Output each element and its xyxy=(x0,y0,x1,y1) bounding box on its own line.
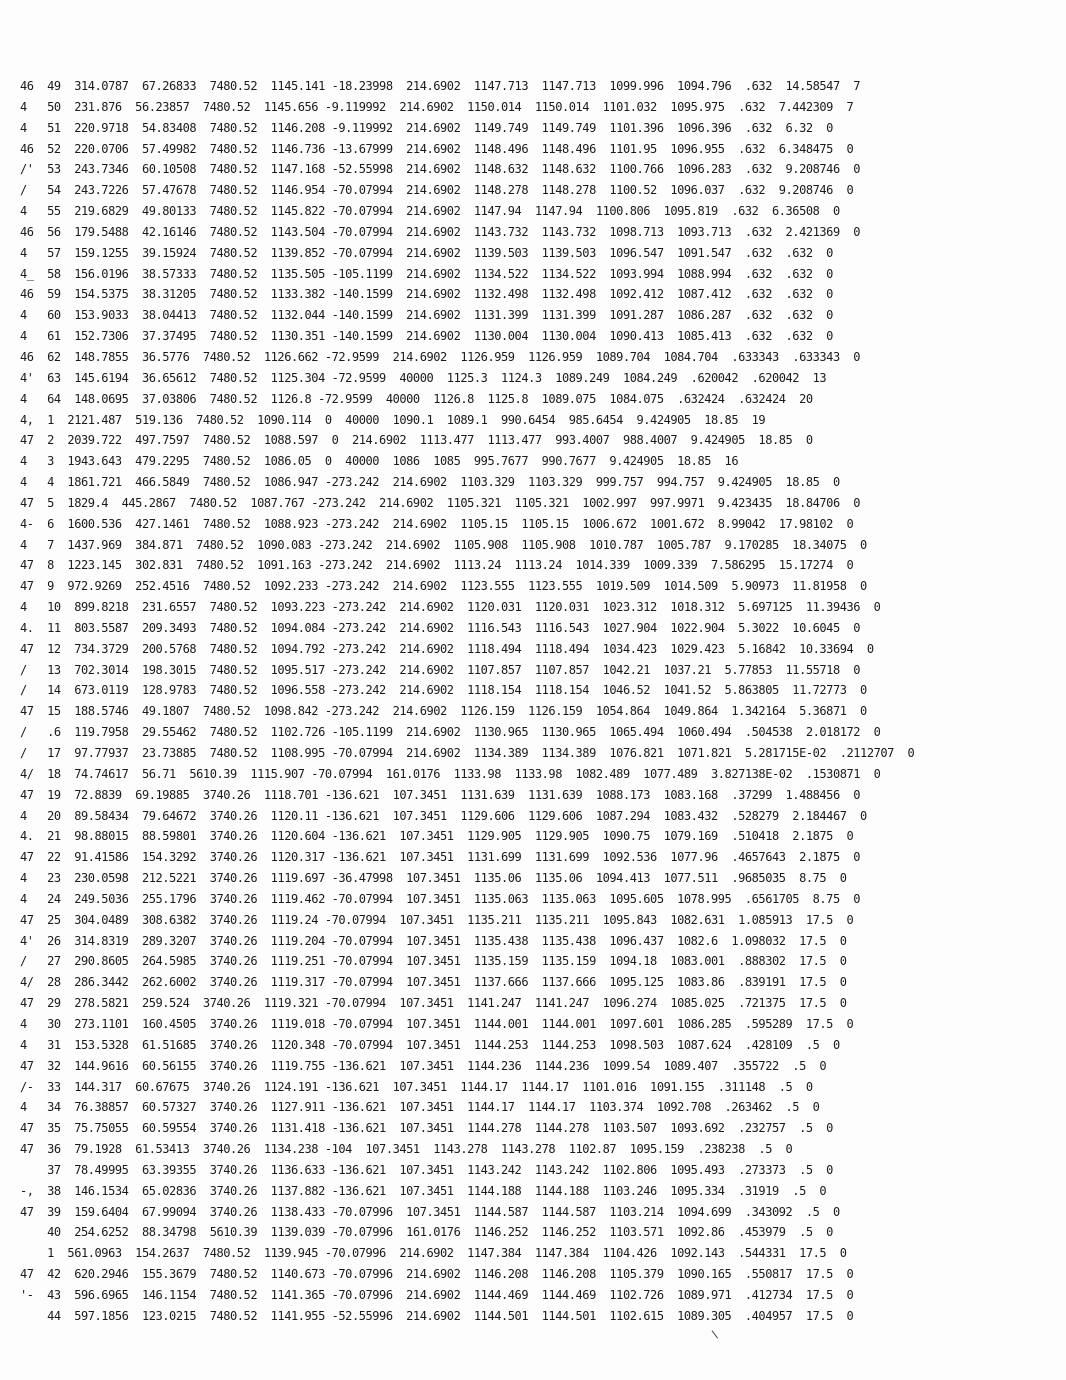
row-text: 4 7 1437.969 384.871 7480.52 1090.083 -273.242 214.6902 1105.908 1105.908 1010.787 1005.787 9.170285 18.34075 0 xyxy=(20,537,867,552)
data-row xyxy=(20,576,1050,597)
row-text: /- 33 144.317 60.67675 3740.26 1124.191 -136.621 107.3451 1144.17 1144.17 1101.016 1091.155 .311148 .5 0 xyxy=(20,1079,813,1094)
data-row xyxy=(20,555,1050,576)
row-text: 1 561.0963 154.2637 7480.52 1139.945 -70.07996 214.6902 1147.384 1147.384 1104.426 1092.143 .544331 17.5 0 xyxy=(20,1246,847,1261)
data-row xyxy=(20,180,1050,201)
row-text: 4 4 1861.721 466.5849 7480.52 1086.947 -273.242 214.6902 1103.329 1103.329 999.757 994.757 9.424905 18.85 0 xyxy=(20,475,840,490)
row-text: 4/ 28 286.3442 262.6002 3740.26 1119.317 -70.07994 107.3451 1137.666 1137.666 1095.125 1083.86 .839191 17.5 0 xyxy=(20,975,847,990)
row-text: 47 42 620.2946 155.3679 7480.52 1140.673 -70.07996 214.6902 1146.208 1146.208 1105.379 1090.165 .550817 17.5 0 xyxy=(20,1267,854,1282)
data-rows xyxy=(20,76,1050,1327)
data-row xyxy=(20,493,1050,514)
data-row xyxy=(20,1077,1050,1098)
data-row xyxy=(20,889,1050,910)
row-text: 4 57 159.1255 39.15924 7480.52 1139.852 -70.07994 214.6902 1139.503 1139.503 1096.547 1091.547 .632 .632 0 xyxy=(20,245,833,260)
row-text: 46 62 148.7855 36.5776 7480.52 1126.662 -72.9599 214.6902 1126.959 1126.959 1089.704 1084.704 .633343 .633343 0 xyxy=(20,349,861,364)
data-row xyxy=(20,222,1050,243)
row-text: 4 31 153.5328 61.51685 3740.26 1120.348 -70.07994 107.3451 1144.253 1144.253 1098.503 1087.624 .428109 .5 0 xyxy=(20,1037,840,1052)
data-row xyxy=(20,1181,1050,1202)
data-row xyxy=(20,806,1050,827)
data-row xyxy=(20,159,1050,180)
row-text: 46 59 154.5375 38.31205 7480.52 1133.382 -140.1599 214.6902 1132.498 1132.498 1092.412 1087.412 .632 .632 0 xyxy=(20,287,833,302)
data-row xyxy=(20,597,1050,618)
row-text: 47 15 188.5746 49.1807 7480.52 1098.842 -273.242 214.6902 1126.159 1126.159 1054.864 1049.864 1.342164 5.36871 0 xyxy=(20,704,867,719)
row-text: 4 24 249.5036 255.1796 3740.26 1119.462 -70.07994 107.3451 1135.063 1135.063 1095.605 1078.995 .6561705 8.75 0 xyxy=(20,891,861,906)
row-text: 4 23 230.0598 212.5221 3740.26 1119.697 -36.47998 107.3451 1135.06 1135.06 1094.413 1077.511 .9685035 8.75 0 xyxy=(20,871,847,886)
row-text: 4. 11 803.5587 209.3493 7480.52 1094.084 -273.242 214.6902 1116.543 1116.543 1027.904 1022.904 5.3022 10.6045 0 xyxy=(20,620,861,635)
row-text: 4' 63 145.6194 36.65612 7480.52 1125.304 -72.9599 40000 1125.3 1124.3 1089.249 1084.249 .620042 .620042 13 xyxy=(20,370,827,385)
data-row xyxy=(20,139,1050,160)
row-text: 4 50 231.876 56.23857 7480.52 1145.656 -9.119992 214.6902 1150.014 1150.014 1101.032 1095.975 .632 7.442309 7 xyxy=(20,99,854,114)
data-row xyxy=(20,368,1050,389)
data-row xyxy=(20,535,1050,556)
row-text: 47 2 2039.722 497.7597 7480.52 1088.597 0 214.6902 1113.477 1113.477 993.4007 988.4007 9.424905 18.85 0 xyxy=(20,433,813,448)
row-text: 40 254.6252 88.34798 5610.39 1139.039 -70.07996 161.0176 1146.252 1146.252 1103.571 1092.86 .453979 .5 0 xyxy=(20,1225,833,1240)
data-row xyxy=(20,1118,1050,1139)
row-text: 46 52 220.0706 57.49982 7480.52 1146.736 -13.67999 214.6902 1148.496 1148.496 1101.95 1096.955 .632 6.348475 0 xyxy=(20,141,854,156)
row-text: 4 60 153.9033 38.04413 7480.52 1132.044 -140.1599 214.6902 1131.399 1131.399 1091.287 1086.287 .632 .632 0 xyxy=(20,308,833,323)
row-text: 47 19 72.8839 69.19885 3740.26 1118.701 -136.621 107.3451 1131.639 1131.639 1088.173 1083.168 .37299 1.488456 0 xyxy=(20,787,861,802)
data-row xyxy=(20,97,1050,118)
data-row xyxy=(20,618,1050,639)
row-text: 4 64 148.0695 37.03806 7480.52 1126.8 -72.9599 40000 1126.8 1125.8 1089.075 1084.075 .632424 .632424 20 xyxy=(20,391,813,406)
data-row xyxy=(20,430,1050,451)
data-row xyxy=(20,326,1050,347)
data-row xyxy=(20,639,1050,660)
data-row xyxy=(20,514,1050,535)
data-row xyxy=(20,1243,1050,1264)
data-row xyxy=(20,1264,1050,1285)
data-row xyxy=(20,389,1050,410)
data-row xyxy=(20,1056,1050,1077)
row-text: 46 49 314.0787 67.26833 7480.52 1145.141 -18.23998 214.6902 1147.713 1147.713 1099.996 1094.796 .632 14.58547 7 xyxy=(20,79,861,93)
row-text: 47 12 734.3729 200.5768 7480.52 1094.792 -273.242 214.6902 1118.494 1118.494 1034.423 1029.423 5.16842 10.33694 0 xyxy=(20,641,874,656)
row-text: /' 53 243.7346 60.10508 7480.52 1147.168 -52.55998 214.6902 1148.632 1148.632 1100.766 1096.283 .632 9.208746 0 xyxy=(20,162,861,177)
row-text: 47 8 1223.145 302.831 7480.52 1091.163 -273.242 214.6902 1113.24 1113.24 1014.339 1009.339 7.586295 15.17274 0 xyxy=(20,558,854,573)
data-row xyxy=(20,347,1050,368)
data-row xyxy=(20,472,1050,493)
data-row xyxy=(20,1014,1050,1035)
data-row xyxy=(20,722,1050,743)
data-row xyxy=(20,701,1050,722)
row-text: / .6 119.7958 29.55462 7480.52 1102.726 -105.1199 214.6902 1130.965 1130.965 1065.494 1060.494 .504538 2.018172 0 xyxy=(20,725,881,740)
row-text: 4 30 273.1101 160.4505 3740.26 1119.018 -70.07994 107.3451 1144.001 1144.001 1097.601 1086.285 .595289 17.5 0 xyxy=(20,1016,854,1031)
data-row xyxy=(20,660,1050,681)
row-text: / 13 702.3014 198.3015 7480.52 1095.517 -273.242 214.6902 1107.857 1107.857 1042.21 1037.21 5.77853 11.55718 0 xyxy=(20,662,861,677)
data-row xyxy=(20,1097,1050,1118)
data-row xyxy=(20,743,1050,764)
row-text: 47 5 1829.4 445.2867 7480.52 1087.767 -273.242 214.6902 1105.321 1105.321 1002.997 997.9971 9.423435 18.84706 0 xyxy=(20,495,861,510)
data-row xyxy=(20,305,1050,326)
data-row xyxy=(20,1035,1050,1056)
row-text: 4. 21 98.88015 88.59801 3740.26 1120.604 -136.621 107.3451 1129.905 1129.905 1090.75 1079.169 .510418 2.1875 0 xyxy=(20,829,854,844)
data-row xyxy=(20,76,1050,97)
data-row xyxy=(20,931,1050,952)
row-text: 4, 1 2121.487 519.136 7480.52 1090.114 0 40000 1090.1 1089.1 990.6454 985.6454 9.424905 18.85 19 xyxy=(20,412,766,427)
data-row xyxy=(20,264,1050,285)
row-text: 47 36 79.1928 61.53413 3740.26 1134.238 -104 107.3451 1143.278 1143.278 1102.87 1095.159 .238238 .5 0 xyxy=(20,1142,793,1157)
data-row xyxy=(20,847,1050,868)
data-row xyxy=(20,951,1050,972)
row-text: 4_ 58 156.0196 38.57333 7480.52 1135.505 -105.1199 214.6902 1134.522 1134.522 1093.994 1088.994 .632 .632 0 xyxy=(20,266,833,281)
data-row xyxy=(20,868,1050,889)
data-row xyxy=(20,1222,1050,1243)
row-text: 4 3 1943.643 479.2295 7480.52 1086.05 0 40000 1086 1085 995.7677 990.7677 9.424905 18.85 16 xyxy=(20,454,739,469)
data-row xyxy=(20,826,1050,847)
row-text: / 17 97.77937 23.73885 7480.52 1108.995 -70.07994 214.6902 1134.389 1134.389 1076.821 1071.821 5.281715E-02 .2112707 0 xyxy=(20,746,915,760)
row-text: 46 56 179.5488 42.16146 7480.52 1143.504 -70.07994 214.6902 1143.732 1143.732 1098.713 1093.713 .632 2.421369 0 xyxy=(20,224,861,239)
row-text: 4 34 76.38857 60.57327 3740.26 1127.911 -136.621 107.3451 1144.17 1144.17 1103.374 1092.708 .263462 .5 0 xyxy=(20,1100,820,1115)
row-text: 44 597.1856 123.0215 7480.52 1141.955 -52.55996 214.6902 1144.501 1144.501 1102.615 1089.305 .404957 17.5 0 xyxy=(20,1308,854,1323)
row-text: 47 32 144.9616 60.56155 3740.26 1119.755 -136.621 107.3451 1144.236 1144.236 1099.54 1089.407 .355722 .5 0 xyxy=(20,1058,827,1073)
data-row xyxy=(20,1285,1050,1306)
row-text: 47 22 91.41586 154.3292 3740.26 1120.317 -136.621 107.3451 1131.699 1131.699 1092.536 1077.96 .4657643 2.1875 0 xyxy=(20,850,861,865)
row-text: 47 29 278.5821 259.524 3740.26 1119.321 -70.07994 107.3451 1141.247 1141.247 1096.274 1085.025 .721375 17.5 0 xyxy=(20,996,847,1011)
data-row xyxy=(20,284,1050,305)
data-row xyxy=(20,910,1050,931)
data-row xyxy=(20,764,1050,785)
row-text: / 14 673.0119 128.9783 7480.52 1096.558 -273.242 214.6902 1118.154 1118.154 1046.52 1041.52 5.863805 11.72773 0 xyxy=(20,683,867,698)
data-row xyxy=(20,1139,1050,1160)
data-row xyxy=(20,243,1050,264)
row-text: 47 25 304.0489 308.6382 3740.26 1119.24 -70.07994 107.3451 1135.211 1135.211 1095.843 1082.631 1.085913 17.5 0 xyxy=(20,912,854,927)
data-row xyxy=(20,201,1050,222)
row-text: 4- 6 1600.536 427.1461 7480.52 1088.923 -273.242 214.6902 1105.15 1105.15 1006.672 1001.672 8.99042 17.98102 0 xyxy=(20,516,854,531)
data-row xyxy=(20,1160,1050,1181)
row-text: 4 61 152.7306 37.37495 7480.52 1130.351 -140.1599 214.6902 1130.004 1130.004 1090.413 1085.413 .632 .632 0 xyxy=(20,329,833,344)
row-text: 4 20 89.58434 79.64672 3740.26 1120.11 -136.621 107.3451 1129.606 1129.606 1087.294 1083.432 .528279 2.184467 0 xyxy=(20,808,867,823)
row-text: '- 43 596.6965 146.1154 7480.52 1141.365 -70.07996 214.6902 1144.469 1144.469 1102.726 1089.971 .412734 17.5 0 xyxy=(20,1287,854,1302)
data-row xyxy=(20,1202,1050,1223)
row-text: 4/ 18 74.74617 56.71 5610.39 1115.907 -70.07994 161.0176 1133.98 1133.98 1082.489 1077.489 3.827138E-02 .1530871 0 xyxy=(20,766,881,781)
data-row xyxy=(20,451,1050,472)
data-row xyxy=(20,118,1050,139)
data-row xyxy=(20,972,1050,993)
row-text: 37 78.49995 63.39355 3740.26 1136.633 -136.621 107.3451 1143.242 1143.242 1102.806 1095.493 .273373 .5 0 xyxy=(20,1162,833,1177)
row-text: / 27 290.8605 264.5985 3740.26 1119.251 -70.07994 107.3451 1135.159 1135.159 1094.18 1083.001 .888302 17.5 0 xyxy=(20,954,847,969)
row-text: / 54 243.7226 57.47678 7480.52 1146.954 -70.07994 214.6902 1148.278 1148.278 1100.52 1096.037 .632 9.208746 0 xyxy=(20,183,854,198)
row-text: -, 38 146.1534 65.02836 3740.26 1137.882 -136.621 107.3451 1144.188 1144.188 1103.246 1095.334 .31919 .5 0 xyxy=(20,1183,827,1198)
row-text: 4 10 899.8218 231.6557 7480.52 1093.223 -273.242 214.6902 1120.031 1120.031 1023.312 1018.312 5.697125 11.39436 0 xyxy=(20,600,881,615)
row-text: 47 9 972.9269 252.4516 7480.52 1092.233 -273.242 214.6902 1123.555 1123.555 1019.509 1014.509 5.90973 11.81958 0 xyxy=(20,579,867,594)
data-row xyxy=(20,993,1050,1014)
data-row xyxy=(20,1306,1050,1327)
data-row xyxy=(20,680,1050,701)
row-text: 4 51 220.9718 54.83408 7480.52 1146.208 -9.119992 214.6902 1149.749 1149.749 1101.396 1096.396 .632 6.32 0 xyxy=(20,120,833,135)
data-row xyxy=(20,785,1050,806)
row-text: 47 39 159.6404 67.99094 3740.26 1138.433 -70.07996 107.3451 1144.587 1144.587 1103.214 1094.699 .343092 .5 0 xyxy=(20,1204,840,1219)
stray-mark: \ xyxy=(710,1327,719,1342)
data-row xyxy=(20,410,1050,431)
row-text: 47 35 75.75055 60.59554 3740.26 1131.418 -136.621 107.3451 1144.278 1144.278 1103.507 1093.692 .232757 .5 0 xyxy=(20,1121,833,1136)
row-text: 4 55 219.6829 49.80133 7480.52 1145.822 -70.07994 214.6902 1147.94 1147.94 1100.806 1095.819 .632 6.36508 0 xyxy=(20,204,840,219)
row-text: 4' 26 314.8319 289.3207 3740.26 1119.204 -70.07994 107.3451 1135.438 1135.438 1096.437 1082.6 1.098032 17.5 0 xyxy=(20,933,847,948)
